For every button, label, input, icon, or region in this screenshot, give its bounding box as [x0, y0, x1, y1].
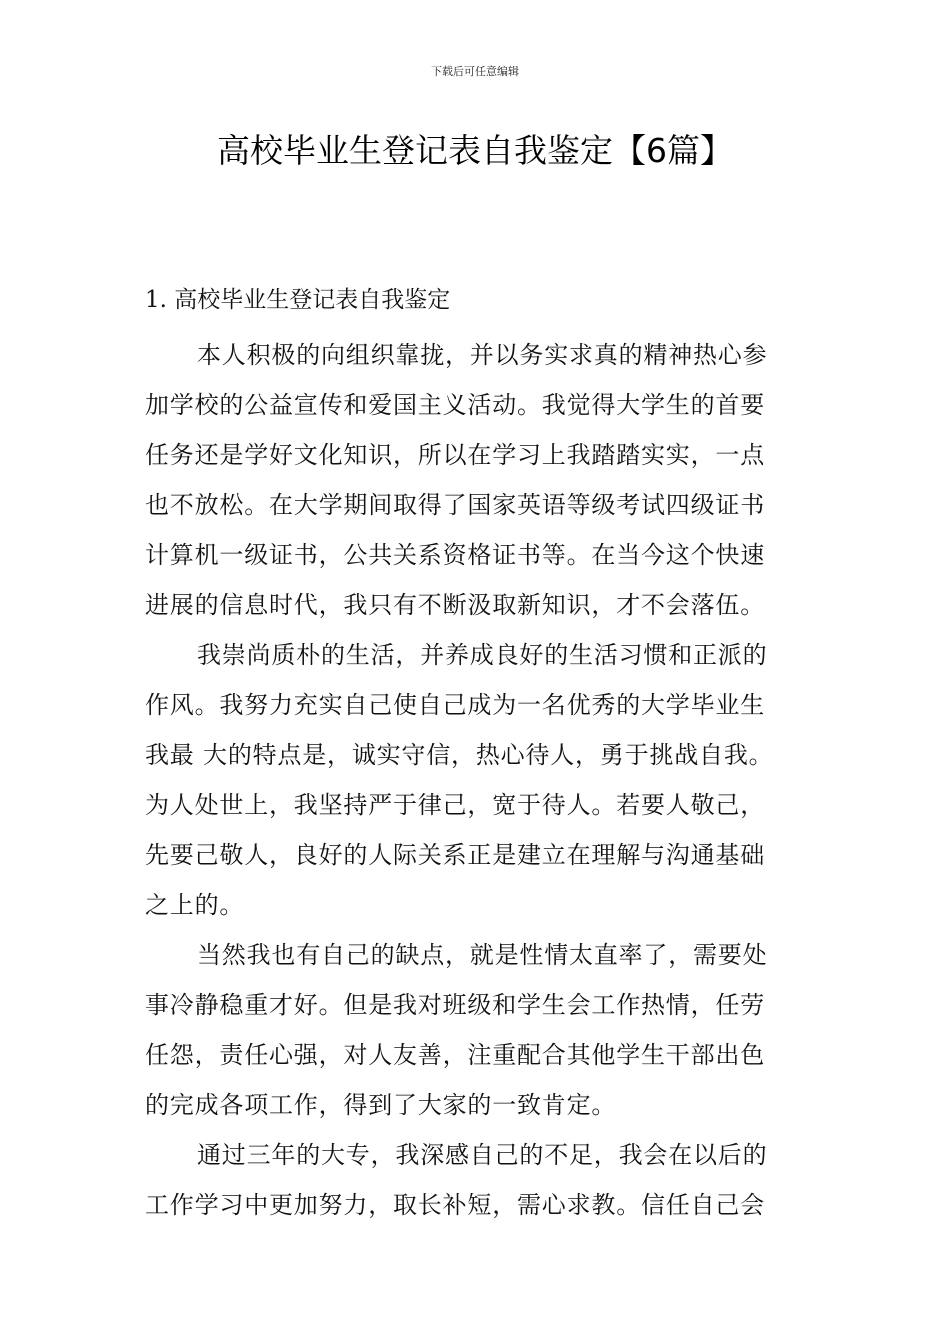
paragraph-1-line-4: 也不放松。在大学期间取得了国家英语等级考试四级证书 [145, 491, 765, 519]
paragraph-4-line-1: 通过三年的大专，我深感自己的不足，我会在以后的 [197, 1141, 768, 1169]
paragraph-2-line-1: 我崇尚质朴的生活，并养成良好的生活习惯和正派的 [197, 641, 768, 669]
body-text [145, 330, 815, 1230]
paragraph-2-line-6: 之上的。 [145, 891, 245, 919]
paragraph-1-line-6: 进展的信息时代，我只有不断汲取新知识，才不会落伍。 [145, 591, 765, 619]
paragraph-2-line-3: 我最 大的特点是，诚实守信，热心待人，勇于挑战自我。 [145, 741, 774, 769]
paragraph-4-line-2: 工作学习中更加努力，取长补短，需心求教。信任自己会 [145, 1191, 765, 1219]
section-heading: 1. 高校毕业生登记表自我鉴定 [145, 287, 451, 313]
header-note: 下载后可任意编辑 [431, 65, 519, 78]
paragraph-3-line-3: 任怨，责任心强，对人友善，注重配合其他学生干部出色 [145, 1041, 765, 1069]
paragraph-3-line-1: 当然我也有自己的缺点，就是性情太直率了，需要处 [197, 941, 768, 969]
document-title: 高校毕业生登记表自我鉴定【6篇】 [217, 131, 733, 170]
paragraph-2-line-2: 作风。我努力充实自己使自己成为一名优秀的大学毕业生 [145, 691, 765, 719]
paragraph-1-line-5: 计算机一级证书，公共关系资格证书等。在当今这个快速 [145, 541, 765, 569]
paragraph-2-line-5: 先要己敬人，良好的人际关系正是建立在理解与沟通基础 [145, 841, 765, 869]
paragraph-1-line-1: 本人积极的向组织靠拢，并以务实求真的精神热心参 [197, 341, 768, 369]
paragraph-3-line-4: 的完成各项工作，得到了大家的一致肯定。 [145, 1091, 617, 1119]
paragraph-1-line-3: 任务还是学好文化知识，所以在学习上我踏踏实实，一点 [145, 441, 765, 469]
paragraph-3-line-2: 事冷静稳重才好。但是我对班级和学生会工作热情，任劳 [145, 991, 765, 1019]
paragraph-1-line-2: 加学校的公益宣传和爱国主义活动。我觉得大学生的首要 [145, 391, 765, 419]
paragraph-2-line-4: 为人处世上，我坚持严于律己，宽于待人。若要人敬己， [145, 791, 765, 819]
